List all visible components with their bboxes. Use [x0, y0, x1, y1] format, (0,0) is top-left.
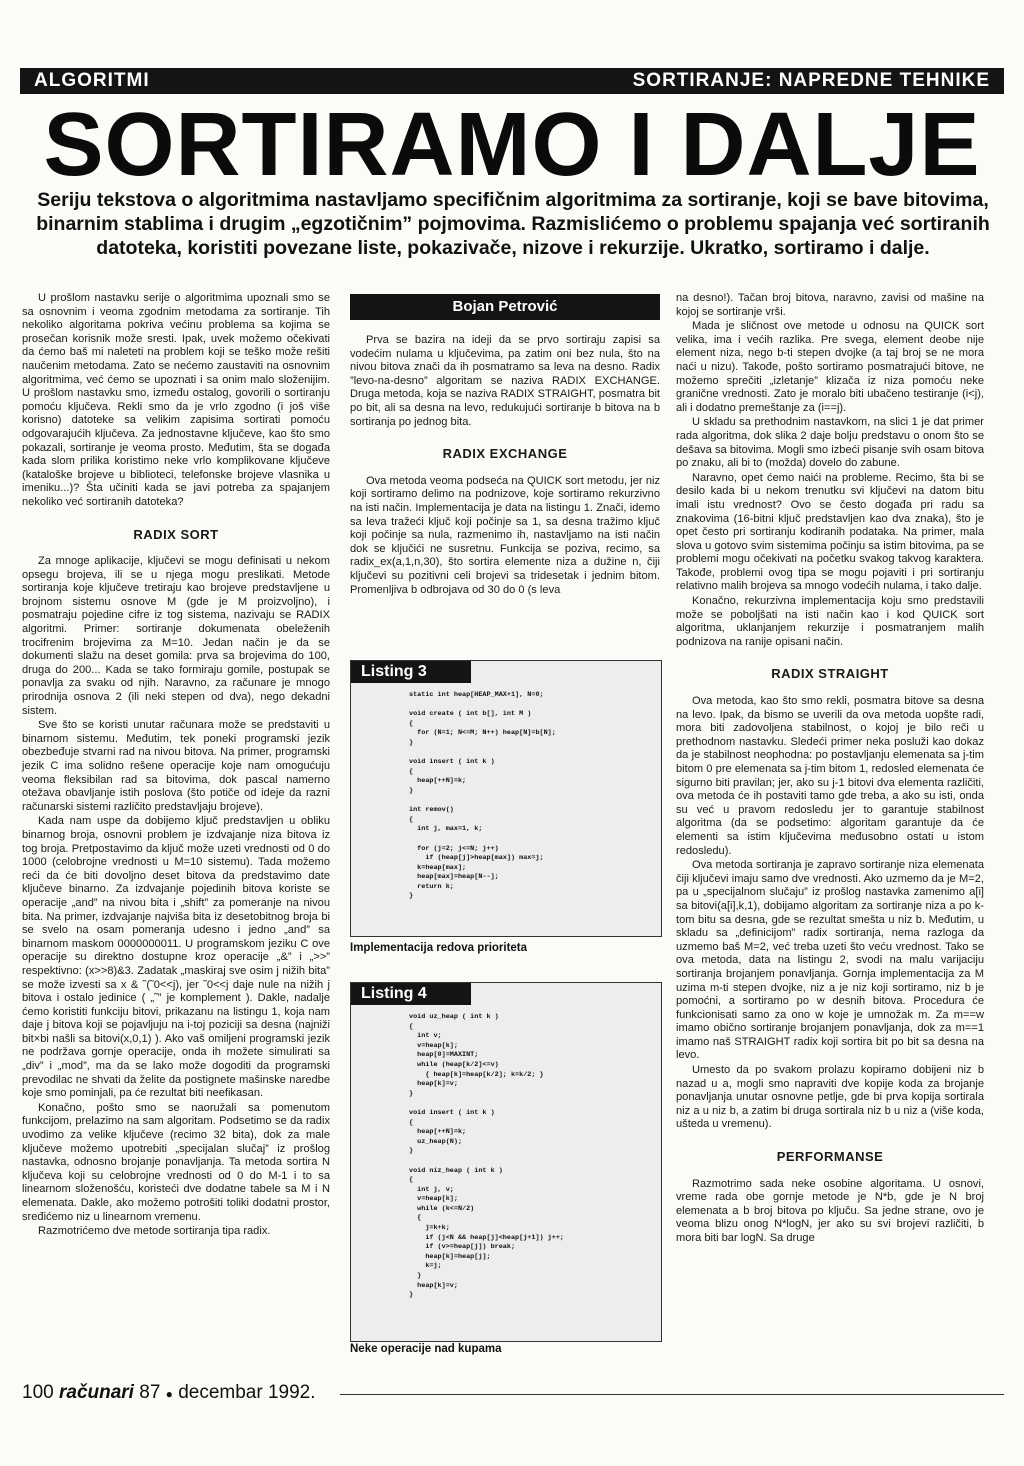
- paragraph: Ova metoda sortiranja je zapravo sortiranje niza elemenata čiji ključevi imaju samo dve vrednosti. Ako uzmemo da je M=2, pa u „specijalnom slučaju” iz prošlog nastavka zamenimo a[i] sa bitovi(a[i],k,1), dobijamo algoritam za sortiranje niza a po k-tom bitu sa desna, gde se rezultat smešta u niz b. Međutim, u skladu sa „definicijom” radix sortiranja, nema razloga da uzmemo baš M=2, već treba uzeti što veću vrednost. Tako se ova metoda, data na listingu 2, svodi na malu varijaciju sortiranja brojanjem ponavljanja. Gornja implementacija za M uzima m-ti stepen dvojke, niz a je niz koji sortiramo, niz b je pomoćni, a sortiramo po w desnih bitova. Procedura će funkcionisati samo za ono w koje je umnožak m. Za m==w imamo obično sortiranje brojanjem ponavljanja, dok za m==1 imamo naš STRAIGHT radix koji sortira bit po bit sa desna na levo.: [676, 859, 984, 1062]
- paragraph: Mada je sličnost ove metode u odnosu na QUICK sort velika, ima i većih razlika. Pre svega, element deobe nije element niza, nego b-ti stepen dvojke (a taj broj se ne mora naći u nizu). Takođe, pošto sortiramo posmatrajući bitove, ne možemo sprečiti „izletanje” klizača iz niza pomoću neke granične vrednosti. Zato je moralo biti ubačeno testiranje (i<j), ali i dodatno premeštanje za (i==j).: [676, 320, 984, 414]
- article-lead: Seriju tekstova o algoritmima nastavljamo specifičnim algoritmima za sortiranje, koji se bave bitovima, binarnim stablima i drugim „egzotičnim” pojmovima. Razmislićemo o problemu spajanja već sortiranih datoteka, koristiti povezane liste, pokazivače, nizove i rekurzije. Ukratko, sortiramo i dalje.: [36, 189, 990, 259]
- subheading-radix-straight: RADIX STRAIGHT: [771, 666, 889, 682]
- paragraph: Razmotrimo sada neke osobine algoritama. U osnovi, vreme rada obe gornje metode je N*b, gde je N broj elemenata a b broj bitova po ključu. Sa jedne strane, ovo je veoma blizu onog N*logN, jer ako su svi brojevi različiti, b mora biti bar logN. Sa druge: [676, 1177, 984, 1244]
- paragraph: Kada nam uspe da dobijemo ključ predstavljen u obliku binarnog broja, osnovni problem je izdvajanje niza bitova iz tog broja. Pretpostavimo da ključ može uzeti vrednosti od 0 do 1000 (celobrojne vrednosti u M=10 sistemu). Tada možemo reći da će biti dovoljno deset bitova da predstavimo date ključeve binarno. Za izdvajanje pojedinih bitova koriste se operacije „and” na nivou bita i „shift” za pomeranje na nivou bita. Na primer, izdvajanje najviša bita iz desetobitnog broja bi se svelo na osam pomeranja udesno i jedno „and” sa binarnom maskom 0000000011. U programskom jeziku C ove operacije su direktno dostupne kroz operacije „&” i „>>” respektivno: (x>>8)&3. Zadatak „maskiraj sve osim j nižih bita” se može izvesti sa x & ˜(˜0<<j), jer ˜0<<j daje nule na nižih j bitova i ostalo jedinice ( „˜” je komplement ). Dakle, nadalje ćemo koristiti funkciju bitovi, prikazanu na listingu 1, koja nam daje j bitova koji se pojavljuju na i-toj poziciji sa desna (najniži bit×bi našli sa bitovi(x,0,1) ). Ako vaš omiljeni programski jezik ne podržava gornje operacije, onda ih možete simulirati sa „div” i „mod”, ma da se lako može dogoditi da programski prevodilac ne shvati da želite da postignete mašinske naredbe koje smo pominjali, pa će rezultat biti neefikasan.: [22, 815, 330, 1100]
- subheading-performanse: PERFORMANSE: [776, 1149, 884, 1165]
- section-label: ALGORITMI: [34, 70, 150, 91]
- page-number: 100: [22, 1382, 54, 1403]
- listing-4-caption: Neke operacije nad kupama: [350, 1343, 502, 1355]
- page-footer: [22, 1382, 316, 1404]
- bullet-separator: ●: [165, 1387, 173, 1401]
- magazine-logo: računari: [58, 1382, 134, 1403]
- paragraph: Ova metoda, kao što smo rekli, posmatra bitove sa desna na levo. Ipak, da bismo se uverili da ova metoda uopšte radi, mora biti zadovoljena stabilnost, o kojoj je bilo reči u prethodnom nastavku. Sledeći primer neka posluži kao dokaz da je stabilnost neophodna: po postavljanju elemenata sa j-tim bitom 0 pre elemenata sa j-tim bitom 1, redosled elemenata će sigurno biti pravilan; jer, ako su j-1 bitovi dva elementa različiti, ova metoda će ih postaviti tamo gde treba, a ako su isti, onda su već u pravom redosledu jer to garantuje stabilnost algoritma (da se podsetimo: algoritam garantuje da će elementi sa istim ključevima međusobno ostati u istom redosledu).: [676, 695, 984, 857]
- paragraph: Razmotrićemo dve metode sortiranja tipa radix.: [38, 1225, 271, 1238]
- author-box: Bojan Petrović: [350, 294, 660, 320]
- listing-3-label: Listing 3: [351, 661, 471, 683]
- column-2: [350, 334, 660, 598]
- paragraph: U prošlom nastavku serije o algoritmima upoznali smo se sa osnovnim i veoma zgodnim metodama za sortiranje. Tih nekoliko algoritama pokriva većinu problema sa kojima se prosečan korisnik može sresti. Ipak, uvek možemo očekivati da ćemo baš mi naleteti na problem koji se teško može rešiti naučenim metodama. Zato se nećemo zaustaviti na osnovnim algoritmima, već ćemo se upoznati i sa onim malo složenijim. U prošlom nastavku smo, između ostalog, govorili o sortiranju pomoću ključeva. Rekli smo da je vrlo zgodno (i još više korisno) datoteke sa velikim zapisima sortirati pomoću odgovarajućih ključeva. Za jednostavne ključeve, kao što smo pokazali, sortiranje je veoma prosto. Međutim, šta se događa kada slom prilika koristimo neke vrlo komplikovane ključeve (kataloške brojeve u biblioteci, telefonske brojeve vlasnika u imeniku...)? Šta učiniti kada se javi potreba za spajanjem nekoliko već sortiranih datoteka?: [22, 292, 330, 508]
- section-banner: [20, 68, 1004, 94]
- footer-rule: [340, 1394, 1004, 1395]
- article-title: SORTIRAMO I DALJE: [43, 95, 981, 195]
- column-3: [676, 292, 984, 1247]
- paragraph: Ova metoda veoma podseća na QUICK sort metodu, jer niz koji sortiramo delimo na podnizove, koje sortiramo rekurzivno na isti način. Implementacija je data na listingu 1. Znači, idemo sa leva tražeći ključ koji počinje sa 1, sa desna tražimo ključ koji počinje sa nula, razmenimo ih, nastavljamo na isti način dok se ključići ne susretnu. Funkcija se poziva, recimo, sa radix_ex(a,1,n,30), što sortira elemente niza a dužine n, čiji ključevi su pozitivni celi brojevi sa tridesetak i jednim bitom. Promenljiva b odbrojava od 30 do 0 (s leva: [350, 474, 660, 596]
- topic-label: SORTIRANJE: NAPREDNE TEHNIKE: [632, 70, 990, 91]
- column-1: [22, 292, 330, 1240]
- paragraph: U skladu sa prethodnim nastavkom, na slici 1 je dat primer rada algoritma, dok slika 2 daje bolju predstavu o onom što se dešava sa bitovima. Mogli smo izbeći pisanje svih osam bitova po znaku, ali bi to (možda) dovelo do zabune.: [676, 416, 984, 470]
- paragraph: Prva se bazira na ideji da se prvo sortiraju zapisi sa vodećim nulama u ključevima, pa zatim oni bez nula, što na nivou bitova znači da ih posmatramo sa leva na desno. Radix ”levo-na-desno” algoritam se naziva RADIX EXCHANGE. Druga metoda, koja se naziva RADIX STRAIGHT, posmatra bit po bit, ali sa desna na levo, redukujući sortiranje b bitova na b sortiranja po jednog bita.: [350, 334, 660, 428]
- listing-3: [350, 660, 662, 937]
- paragraph: Za mnoge aplikacije, ključevi se mogu definisati u nekom opsegu brojeva, ili se u njega mogu preslikati. Metode sortiranja koje ključeve tretiraju kao brojeve predstavljene u brojnom sistemu osnove M (gde je M proizvoljno), i posmatraju pojedine cifre iz tog sistema, nazivaju se RADIX algoritmi. Primer: sortiranje dokumenata obeleženih trocifrenim brojevima za M=10. Jedan način je da se dokumenti slažu na deset gomila: prva sa brojevima do 100, druga do 200... Kada se tako formiraju gomile, postupak se ponavlja za svaku od njih. Naravno, za računare je mnogo prirodnija osnova 2 (ili neki stepen od dva), nego dekadni sistem.: [22, 555, 330, 717]
- subheading-radix-sort: RADIX SORT: [133, 526, 219, 542]
- subheading-radix-exchange: RADIX EXCHANGE: [442, 446, 568, 462]
- listing-4-label: Listing 4: [351, 983, 471, 1005]
- paragraph: Umesto da po svakom prolazu kopiramo dobijeni niz b nazad u a, mogli smo napraviti dve kopije koda za brojanje ponavljanja unutar osnovne petlje, gde bi prva kopija sortirala niz a u niz b, a zatim bi druga sortirala niz b u niz a (više koda, ušteda u vremenu).: [676, 1064, 984, 1131]
- listing-4: [350, 982, 662, 1342]
- paragraph: Naravno, opet ćemo naići na probleme. Recimo, šta bi se desilo kada bi u nekom trenutku svi ključevi na datom bitu imali istu vrednost? Ovo se često događa pri radu sa znakovima (16-bitni ključ predstavljen kao dva znaka), što je opet često pri sortiranju kodiranih podataka. Na primer, mala slova u gotovo svim sistemima počinju sa istim bitovima, pa se problemi mogu očekivati na početku svakog takvog karaktera. Takođe, problemi ovog tipa se mogu pojaviti i pri sortiranju relativno malih brojeva sa mnogo vodećih nulama, i tako dalje.: [676, 471, 984, 593]
- issue-number: 87: [139, 1382, 161, 1403]
- listing-4-code: void uz_heap ( int k ) { int v; v=heap[k]; heap[0]=MAXINT; while (heap[k/2]<=v) { heap[k]=heap[k/2]; k=k/2; } heap[k]=v; } void insert ( int k ) { heap[++N]=k; uz_heap(N); } void niz_heap ( int k ) { int j, v; v=heap[k]; while (k<=N/2) { j=k+k; if (j<N && heap[j]<heap[j+1]) j++; if (v>=heap[j]) break; heap[k]=heap[j]; k=j; } heap[k]=v; }: [409, 1013, 564, 1300]
- listing-3-code: static int heap[HEAP_MAX+1], N=0; void create ( int b[], int M ) { for (N=1; N<=M; N++) heap[N]=b[N]; } void insert ( int k ) { heap[++N]=k; } int remov() { int j, max=1, k; for (j=2; j<=N; j++) if (heap[j]>heap[max]) max=j; k=heap[max]; heap[max]=heap[N--]; return k; }: [409, 691, 556, 901]
- paragraph: Konačno, pošto smo se naoružali sa pomenutom funkcijom, prelazimo na sam algoritam. Podsetimo se da radix uvodimo za velike ključeve (recimo 32 bita), dok za male ključeve možemo upotrebiti „specijalan slučaj” iz prošlog nastavka, odnosno brojanje ponavljanja. Ta metoda sortira N ključeva koji su celobrojne vrednosti od 0 do M-1 i to sa linearnom složenošću, koristeći dve dodatne tabele sa M i N elemenata. Dakle, ako možemo potrošiti toliki dodatni prostor, sređićemo niz u linearnom vremenu.: [22, 1101, 330, 1223]
- paragraph: Sve što se koristi unutar računara može se predstaviti u binarnom sistemu. Međutim, tek poneki programski jezik obezbeđuje stvarni rad na nivou bitova. Na primer, programski jezik C ima solidno rešene operacije koje nam omogućuju veoma fleksibilan rad sa bitovima, dok pascal namerno otežava obavljanje istih poslova (što potiče od ideje da razni računarski sistemi različito predstavljaju brojeve).: [22, 719, 330, 813]
- paragraph: na desno!). Tačan broj bitova, naravno, zavisi od mašine na kojoj se sortiranje vrši.: [676, 292, 984, 318]
- paragraph: Konačno, rekurzivna implementacija koju smo predstavili može se poboljšati na isti način kao i kod QUICK sort algoritma, uklanjanjem rekurzije i posmatranjem malih podnizova na ranije opisani način.: [676, 595, 984, 648]
- listing-3-caption: Implementacija redova prioriteta: [350, 942, 528, 954]
- issue-date: decembar 1992.: [178, 1382, 316, 1403]
